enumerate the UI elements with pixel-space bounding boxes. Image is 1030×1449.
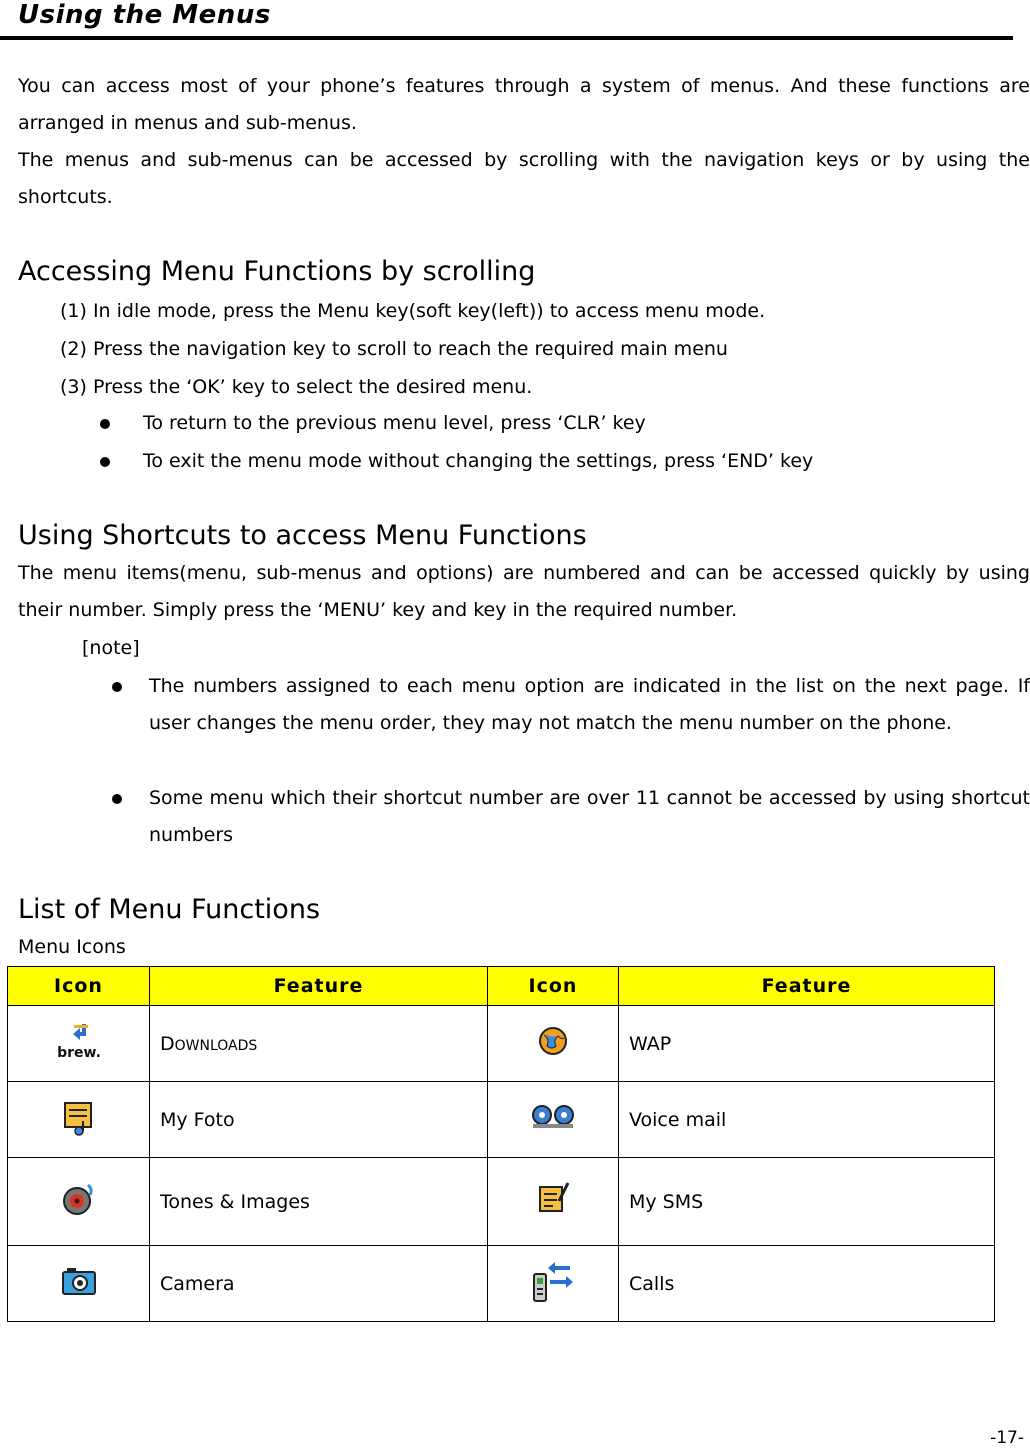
bullet-item: To exit the menu mode without changing the settings, press ‘END’ key (143, 450, 814, 472)
bullet-icon (100, 457, 110, 467)
bullet-item: To return to the previous menu level, press ‘CLR’ key (143, 412, 646, 434)
feature-cell: Calls (619, 1246, 995, 1322)
icon-cell (488, 1246, 619, 1322)
feature-cell: My Foto (150, 1082, 488, 1158)
section-heading-shortcuts: Using Shortcuts to access Menu Functions (18, 520, 587, 551)
intro-paragraph-1: You can access most of your phone’s features through a system of menus. And these functions are arranged in menus and sub-menus. (18, 75, 1030, 134)
table-row (8, 1006, 995, 1082)
notepad-sms-icon (533, 1179, 573, 1219)
globe-wap-icon (536, 1024, 570, 1058)
feature-downloads-rest: OWNLOADS (174, 1037, 258, 1054)
icon-cell (8, 1082, 150, 1158)
intro-paragraph-2: The menus and sub-menus can be accessed by scrolling with the navigation keys or by using the shortcuts. (18, 149, 1030, 208)
feature-cell (150, 1006, 488, 1082)
feature-cell: Tones & Images (150, 1158, 488, 1246)
feature-cell: WAP (619, 1006, 995, 1082)
column-header: Feature (619, 967, 995, 1006)
title-rule (0, 36, 1013, 40)
column-header: Icon (8, 967, 150, 1006)
step-2: (2) Press the navigation key to scroll to reach the required main menu (60, 338, 728, 360)
table-row (8, 1158, 995, 1246)
icon-cell (8, 1006, 150, 1082)
note-item: Some menu which their shortcut number are over 11 cannot be accessed by using shortcut numbers (149, 787, 1030, 846)
page-number: -17- (990, 1428, 1024, 1448)
feature-cell: My SMS (619, 1158, 995, 1246)
icon-cell (488, 1082, 619, 1158)
bullet-icon (100, 419, 110, 429)
speaker-tones-icon (59, 1179, 99, 1219)
bullet-icon (112, 794, 122, 804)
phone-calls-icon (530, 1258, 576, 1304)
table-row (8, 1082, 995, 1158)
menu-icons-table (7, 966, 995, 1322)
step-1: (1) In idle mode, press the Menu key(soft key(left)) to access menu mode. (60, 300, 766, 322)
note-item: The numbers assigned to each menu option are indicated in the list on the next page. If user changes the menu order, they may not match the menu number on the phone. (149, 675, 1030, 734)
voicemail-icon (529, 1102, 577, 1132)
section-heading-scrolling: Accessing Menu Functions by scrolling (18, 256, 536, 287)
feature-cell: Camera (150, 1246, 488, 1322)
bullet-icon (112, 682, 122, 692)
page-title: Using the Menus (18, 0, 271, 30)
table-header-row (8, 967, 995, 1006)
column-header: Feature (150, 967, 488, 1006)
feature-downloads-first: D (160, 1032, 175, 1055)
note-label: [note] (82, 637, 140, 659)
icon-cell (8, 1246, 150, 1322)
icon-cell (488, 1158, 619, 1246)
brew-downloads-icon (54, 1021, 104, 1061)
column-header: Icon (488, 967, 619, 1006)
icon-cell (488, 1006, 619, 1082)
camera-icon (59, 1263, 99, 1299)
shortcuts-paragraph: The menu items(menu, sub-menus and options) are numbered and can be accessed quickly by using their number. Simply press the ‘MENU’ key and key in the required number. (18, 562, 1030, 621)
section-heading-list: List of Menu Functions (18, 894, 321, 925)
menu-icons-subheading: Menu Icons (18, 936, 126, 958)
table-row (8, 1246, 995, 1322)
feature-cell: Voice mail (619, 1082, 995, 1158)
step-3: (3) Press the ‘OK’ key to select the desired menu. (60, 376, 533, 398)
photo-album-icon (59, 1097, 99, 1137)
svg-text:brew.: brew. (56, 1045, 101, 1061)
icon-cell (8, 1158, 150, 1246)
